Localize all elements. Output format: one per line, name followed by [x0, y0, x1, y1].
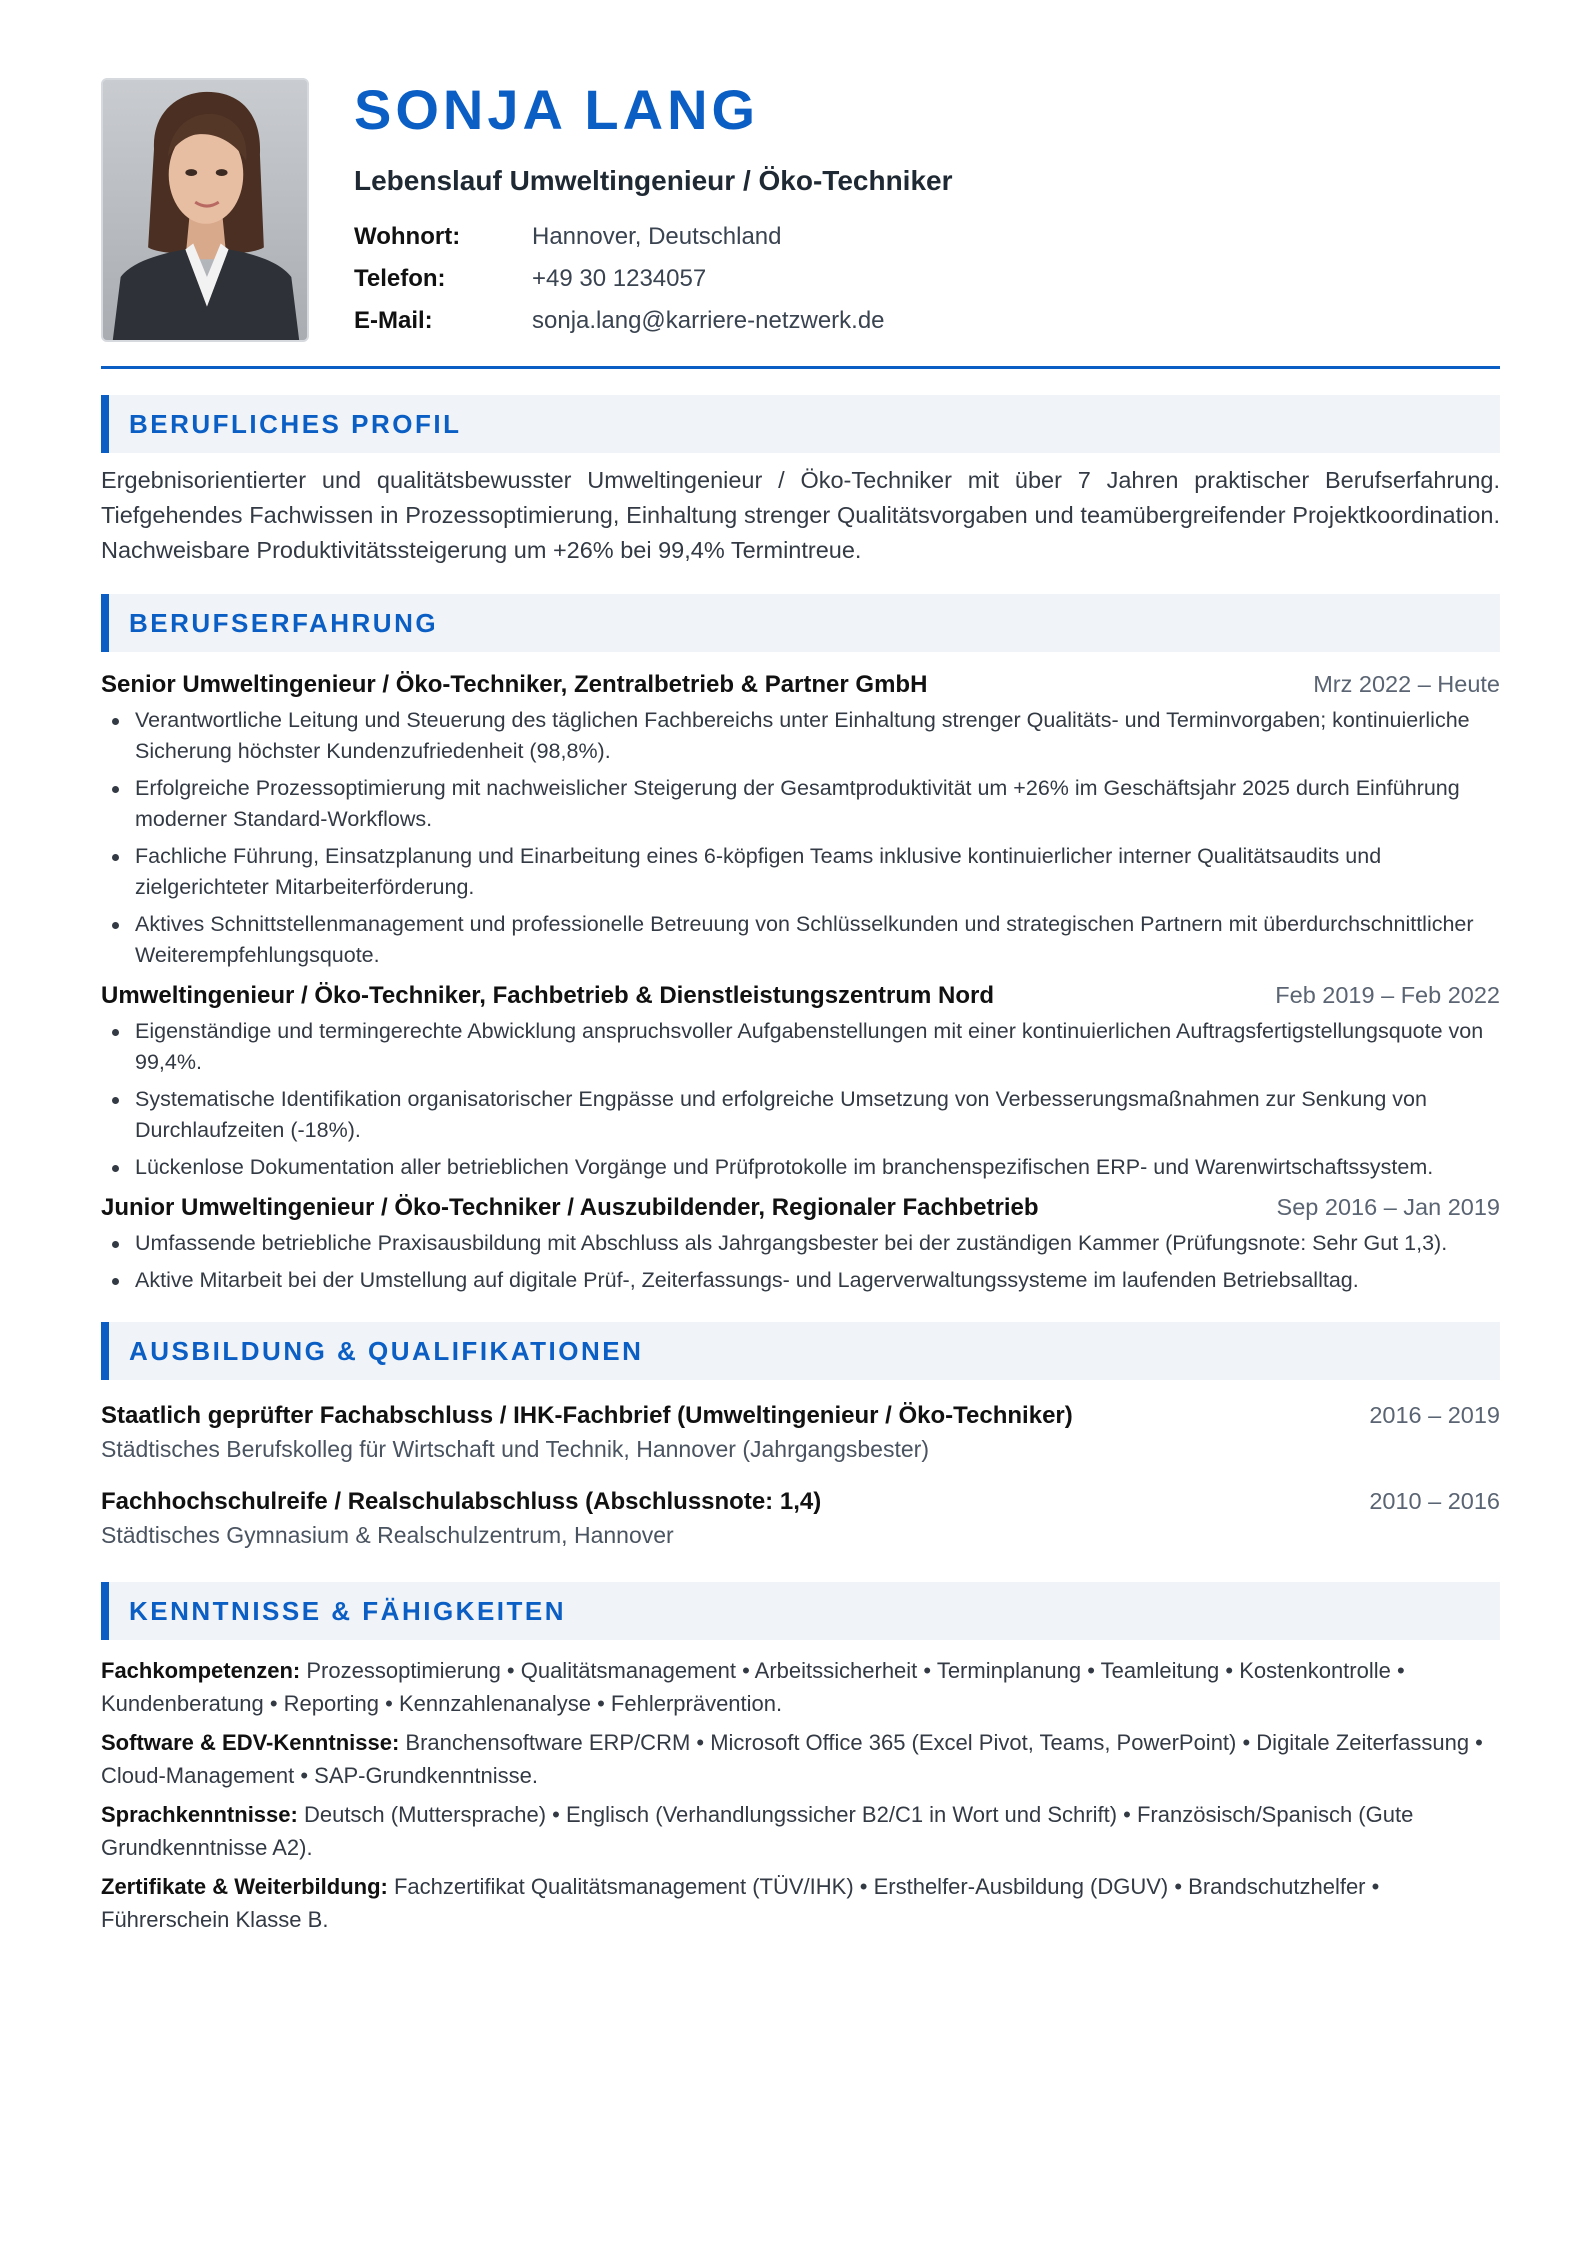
skill-label: Software & EDV-Kenntnisse:: [101, 1730, 400, 1755]
skill-label: Zertifikate & Weiterbildung:: [101, 1874, 388, 1899]
skill-text: Fachzertifikat Qualitätsmanagement (TÜV/IHK) • Ersthelfer-Ausbildung (DGUV) • Brandschutzhelfer • Führerschein Klasse B.: [101, 1874, 1380, 1932]
education-entry: [101, 1398, 1500, 1466]
list-item: Systematische Identifikation organisatorischer Engpässe und erfolgreiche Umsetzung von Verbesserungsmaßnahmen zur Senkung von Durchlaufzeiten (-18%).: [101, 1084, 1500, 1146]
skill-label: Fachkompetenzen:: [101, 1658, 301, 1683]
job-title: Senior Umweltingenieur / Öko-Techniker, Zentralbetrieb & Partner GmbH: [101, 671, 928, 698]
job-date: Sep 2016 – Jan 2019: [1276, 1194, 1500, 1220]
section-title: BERUFSERFAHRUNG: [129, 608, 439, 638]
skill-row: [101, 1870, 1500, 1936]
education-title: Fachhochschulreife / Realschulabschluss (Abschlussnote: 1,4): [101, 1488, 822, 1515]
section-header-profile: [101, 395, 1500, 453]
list-item: Umfassende betriebliche Praxisausbildung mit Abschluss als Jahrgangsbester bei der zuständigen Kammer (Prüfungsnote: Sehr Gut 1,3).: [101, 1228, 1500, 1259]
contact-details: [354, 216, 1500, 342]
section-title: BERUFLICHES PROFIL: [129, 409, 462, 439]
resume-header: [101, 78, 1500, 368]
education-institution: Städtisches Gymnasium & Realschulzentrum, Hannover: [101, 1522, 674, 1548]
education-title: Staatlich geprüfter Fachabschluss / IHK-Fachbrief (Umweltingenieur / Öko-Techniker): [101, 1402, 1073, 1429]
skill-text: Branchensoftware ERP/CRM • Microsoft Office 365 (Excel Pivot, Teams, PowerPoint) • Digitale Zeiterfassung • Cloud-Management • SAP-Grundkenntnisse.: [101, 1730, 1483, 1788]
section-title: AUSBILDUNG & QUALIFIKATIONEN: [129, 1336, 644, 1366]
list-item: Erfolgreiche Prozessoptimierung mit nachweislicher Steigerung der Gesamtproduktivität um +26% im Geschäftsjahr 2025 durch Einführung moderner Standard-Workflows.: [101, 773, 1500, 835]
job-header: [101, 1189, 1500, 1226]
list-item: Aktives Schnittstellenmanagement und professionelle Betreuung von Schlüsselkunden und strategischen Partnern mit überdurchschnittlicher Weiterempfehlungsquote.: [101, 909, 1500, 971]
contact-value-email[interactable]: sonja.lang@karriere-netzwerk.de: [532, 307, 885, 334]
education-entry: [101, 1484, 1500, 1552]
education-date: 2016 – 2019: [1369, 1402, 1500, 1428]
contact-row-phone: [354, 258, 1500, 300]
education-header: [101, 1484, 1500, 1519]
list-item: Lückenlose Dokumentation aller betrieblichen Vorgänge und Prüfprotokolle im branchenspezifischen ERP- und Warenwirtschaftssystem.: [101, 1152, 1500, 1183]
education-header: [101, 1398, 1500, 1433]
job-title: Umweltingenieur / Öko-Techniker, Fachbetrieb & Dienstleistungszentrum Nord: [101, 982, 995, 1009]
section-header-skills: [101, 1582, 1500, 1640]
section-header-education: [101, 1322, 1500, 1380]
job-entry: [101, 1189, 1500, 1296]
list-item: Verantwortliche Leitung und Steuerung des täglichen Fachbereichs unter Einhaltung strenger Qualitäts- und Terminvorgaben; kontinuierliche Sicherung höchster Kundenzufriedenheit (98,8%).: [101, 705, 1500, 767]
skill-text: Deutsch (Muttersprache) • Englisch (Verhandlungssicher B2/C1 in Wort und Schrift) • Französisch/Spanisch (Gute Grundkenntnisse A2).: [101, 1802, 1414, 1860]
job-bullets: [101, 705, 1500, 971]
list-item: Eigenständige und termingerechte Abwicklung anspruchsvoller Aufgabenstellungen mit einer kontinuierlichen Auftragsfertigstellungsquote von 99,4%.: [101, 1016, 1500, 1078]
header-divider: [101, 366, 1500, 369]
job-entry: [101, 666, 1500, 971]
list-item: Aktive Mitarbeit bei der Umstellung auf digitale Prüf-, Zeiterfassungs- und Lagerverwaltungssysteme im laufenden Betriebsalltag.: [101, 1265, 1500, 1296]
header-info: [354, 78, 1500, 342]
section-title: KENNTNISSE & FÄHIGKEITEN: [129, 1596, 567, 1626]
contact-row-location: [354, 216, 1500, 258]
contact-label: E-Mail:: [354, 307, 433, 334]
education-institution: Städtisches Berufskolleg für Wirtschaft und Technik, Hannover (Jahrgangsbester): [101, 1436, 929, 1462]
education-date: 2010 – 2016: [1369, 1488, 1500, 1514]
job-bullets: [101, 1228, 1500, 1296]
profile-summary: Ergebnisorientierter und qualitätsbewusster Umweltingenieur / Öko-Techniker mit über 7 Jahren praktischer Berufserfahrung. Tiefgehendes Fachwissen in Prozessoptimierung, Einhaltung strenger Qualitätsvorgaben und teamübergreifender Projektkoordination. Nachweisbare Produktivitätssteigerung um +26% bei 99,4% Termintreue.: [101, 467, 1500, 563]
profile-photo: [101, 78, 309, 342]
job-header: [101, 977, 1500, 1014]
skill-row: [101, 1726, 1500, 1792]
document-subtitle: Lebenslauf Umweltingenieur / Öko-Techniker: [354, 165, 953, 196]
job-date: Feb 2019 – Feb 2022: [1275, 982, 1500, 1008]
candidate-name: SONJA LANG: [354, 78, 760, 141]
contact-label: Telefon:: [354, 265, 446, 292]
contact-row-email: [354, 300, 1500, 342]
job-entry: [101, 977, 1500, 1183]
skill-row: [101, 1798, 1500, 1864]
list-item: Fachliche Führung, Einsatzplanung und Einarbeitung eines 6-köpfigen Teams inklusive kontinuierlicher interner Qualitätsaudits und zielgerichteter Mitarbeiterförderung.: [101, 841, 1500, 903]
skills-list: [101, 1654, 1500, 1936]
job-bullets: [101, 1016, 1500, 1183]
job-header: [101, 666, 1500, 703]
resume-page: [101, 78, 1500, 1942]
contact-label: Wohnort:: [354, 223, 461, 250]
job-title: Junior Umweltingenieur / Öko-Techniker / Auszubildender, Regionaler Fachbetrieb: [101, 1194, 1039, 1221]
skill-text: Prozessoptimierung • Qualitätsmanagement • Arbeitssicherheit • Terminplanung • Teamleitung • Kostenkontrolle • Kundenberatung • Reporting • Kennzahlenanalyse • Fehlerprävention.: [101, 1658, 1405, 1716]
section-header-experience: [101, 594, 1500, 652]
skill-row: [101, 1654, 1500, 1720]
contact-value-location: Hannover, Deutschland: [532, 223, 782, 250]
skill-label: Sprachkenntnisse:: [101, 1802, 298, 1827]
contact-value-phone[interactable]: +49 30 1234057: [532, 265, 707, 292]
job-date: Mrz 2022 – Heute: [1313, 671, 1500, 697]
